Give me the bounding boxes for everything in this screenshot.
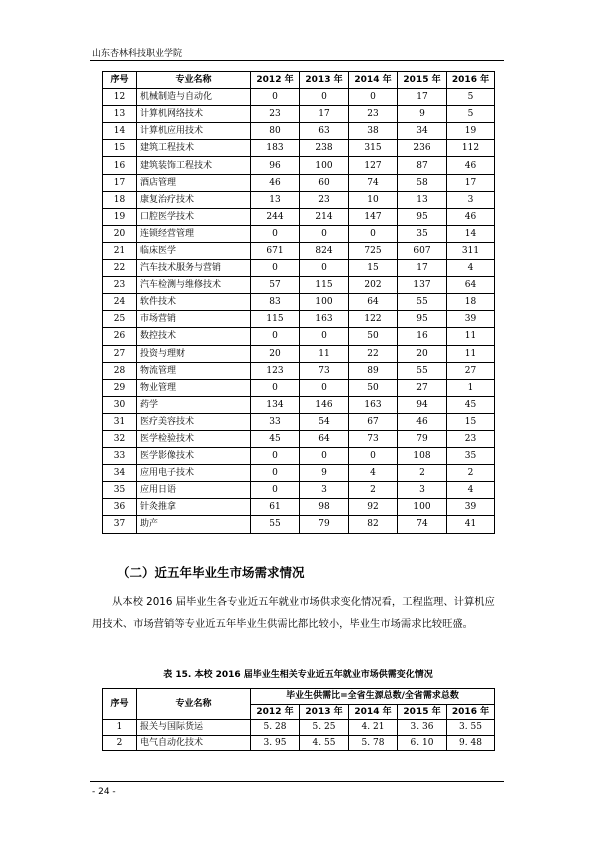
cell-major: 汽车检测与维修技术 [137, 277, 251, 294]
header-major: 专业名称 [137, 72, 251, 89]
table-row [103, 260, 495, 277]
cell-value: 100 [398, 499, 447, 516]
cell-major: 投资与理财 [137, 345, 251, 362]
cell-value: 183 [251, 140, 300, 157]
cell-major: 酒店管理 [137, 174, 251, 191]
header-ratio-group: 毕业生供需比=全省生源总数/全省需求总数 [251, 689, 495, 705]
table-header-row [103, 689, 495, 705]
cell-value: 46 [447, 157, 495, 174]
cell-value: 824 [300, 242, 349, 259]
cell-index: 30 [103, 396, 137, 413]
header-year: 2014 年 [349, 72, 398, 89]
cell-major: 机械制造与自动化 [137, 89, 251, 106]
table-row [103, 345, 495, 362]
cell-major: 应用日语 [137, 482, 251, 499]
table-row [103, 482, 495, 499]
cell-major: 电气自动化技术 [137, 735, 251, 751]
cell-value: 67 [349, 413, 398, 430]
cell-index: 26 [103, 328, 137, 345]
section-heading: （二）近五年毕业生市场需求情况 [117, 565, 305, 580]
cell-value: 115 [251, 311, 300, 328]
cell-value: 2 [398, 465, 447, 482]
cell-value: 45 [447, 396, 495, 413]
cell-index: 37 [103, 516, 137, 533]
cell-value: 0 [300, 328, 349, 345]
header-year: 2014 年 [349, 704, 398, 720]
cell-major: 医学检验技术 [137, 430, 251, 447]
cell-value: 23 [251, 106, 300, 123]
cell-value: 1 [447, 379, 495, 396]
cell-value: 3. 55 [447, 720, 495, 736]
cell-value: 61 [251, 499, 300, 516]
cell-index: 23 [103, 277, 137, 294]
cell-value: 63 [300, 123, 349, 140]
cell-value: 0 [251, 328, 300, 345]
cell-value: 0 [300, 448, 349, 465]
cell-index: 18 [103, 191, 137, 208]
cell-value: 95 [398, 208, 447, 225]
cell-value: 100 [300, 294, 349, 311]
cell-value: 46 [447, 208, 495, 225]
cell-value: 41 [447, 516, 495, 533]
cell-value: 163 [300, 311, 349, 328]
cell-major: 建筑装饰工程技术 [137, 157, 251, 174]
cell-value: 60 [300, 174, 349, 191]
cell-value: 55 [251, 516, 300, 533]
cell-value: 98 [300, 499, 349, 516]
cell-value: 17 [300, 106, 349, 123]
cell-value: 0 [300, 260, 349, 277]
table-row [103, 174, 495, 191]
cell-value: 33 [251, 413, 300, 430]
cell-value: 87 [398, 157, 447, 174]
cell-value: 82 [349, 516, 398, 533]
cell-value: 14 [447, 225, 495, 242]
header-year: 2015 年 [398, 704, 447, 720]
supply-demand-table [102, 688, 495, 751]
header-index: 序号 [103, 72, 137, 89]
cell-value: 35 [447, 448, 495, 465]
cell-value: 34 [398, 123, 447, 140]
cell-value: 23 [349, 106, 398, 123]
cell-index: 33 [103, 448, 137, 465]
header-year: 2012 年 [251, 72, 300, 89]
cell-index: 35 [103, 482, 137, 499]
cell-index: 2 [103, 735, 137, 751]
cell-value: 244 [251, 208, 300, 225]
cell-value: 20 [398, 345, 447, 362]
cell-value: 15 [447, 413, 495, 430]
cell-value: 5 [447, 89, 495, 106]
cell-value: 54 [300, 413, 349, 430]
cell-value: 2 [447, 465, 495, 482]
header-year: 2015 年 [398, 72, 447, 89]
cell-value: 73 [349, 430, 398, 447]
cell-index: 32 [103, 430, 137, 447]
cell-index: 14 [103, 123, 137, 140]
cell-value: 0 [251, 482, 300, 499]
cell-value: 0 [251, 225, 300, 242]
cell-value: 3. 95 [251, 735, 300, 751]
cell-value: 74 [398, 516, 447, 533]
cell-value: 127 [349, 157, 398, 174]
cell-value: 5 [447, 106, 495, 123]
header-year: 2012 年 [251, 704, 300, 720]
cell-value: 3 [300, 482, 349, 499]
cell-value: 20 [251, 345, 300, 362]
cell-value: 0 [300, 379, 349, 396]
cell-value: 46 [398, 413, 447, 430]
cell-value: 0 [349, 225, 398, 242]
cell-index: 16 [103, 157, 137, 174]
cell-value: 115 [300, 277, 349, 294]
cell-value: 214 [300, 208, 349, 225]
cell-major: 医疗美容技术 [137, 413, 251, 430]
footer-rule [90, 781, 504, 782]
page-header: 山东杏林科技职业学院 [92, 49, 183, 59]
major-data-table [102, 71, 495, 534]
cell-value: 2 [349, 482, 398, 499]
table-row [103, 362, 495, 379]
cell-major: 医学影像技术 [137, 448, 251, 465]
cell-value: 89 [349, 362, 398, 379]
cell-major: 物业管理 [137, 379, 251, 396]
cell-major: 药学 [137, 396, 251, 413]
cell-value: 13 [251, 191, 300, 208]
cell-value: 607 [398, 242, 447, 259]
cell-value: 236 [398, 140, 447, 157]
cell-value: 311 [447, 242, 495, 259]
cell-index: 15 [103, 140, 137, 157]
cell-index: 19 [103, 208, 137, 225]
cell-major: 应用电子技术 [137, 465, 251, 482]
cell-value: 137 [398, 277, 447, 294]
cell-value: 80 [251, 123, 300, 140]
table-row [103, 191, 495, 208]
cell-value: 146 [300, 396, 349, 413]
page-number: - 24 - [92, 787, 116, 797]
cell-value: 725 [349, 242, 398, 259]
cell-major: 计算机应用技术 [137, 123, 251, 140]
table-row [103, 413, 495, 430]
cell-value: 100 [300, 157, 349, 174]
cell-major: 建筑工程技术 [137, 140, 251, 157]
cell-value: 17 [398, 89, 447, 106]
cell-major: 临床医学 [137, 242, 251, 259]
cell-value: 23 [447, 430, 495, 447]
cell-index: 17 [103, 174, 137, 191]
table-caption: 表 15. 本校 2016 届毕业生相关专业近五年就业市场供需变化情况 [163, 670, 433, 680]
table-row [103, 735, 495, 751]
cell-value: 315 [349, 140, 398, 157]
header-major: 专业名称 [137, 689, 251, 720]
body-paragraph: 从本校 2016 届毕业生各专业近五年就业市场供求变化情况看，工程监理、计算机应用技术、市场营销等专业近五年毕业生供需比都比较小，毕业生市场需求比较旺盛。 [92, 596, 495, 630]
header-year: 2016 年 [447, 72, 495, 89]
cell-index: 20 [103, 225, 137, 242]
cell-value: 0 [251, 448, 300, 465]
cell-value: 39 [447, 311, 495, 328]
cell-value: 112 [447, 140, 495, 157]
cell-index: 1 [103, 720, 137, 736]
cell-value: 3 [398, 482, 447, 499]
header-index: 序号 [103, 689, 137, 720]
cell-index: 24 [103, 294, 137, 311]
cell-value: 11 [300, 345, 349, 362]
cell-value: 27 [398, 379, 447, 396]
cell-major: 康复治疗技术 [137, 191, 251, 208]
cell-value: 3 [447, 191, 495, 208]
cell-value: 92 [349, 499, 398, 516]
cell-value: 202 [349, 277, 398, 294]
cell-value: 17 [447, 174, 495, 191]
cell-value: 64 [447, 277, 495, 294]
cell-value: 0 [349, 89, 398, 106]
cell-value: 16 [398, 328, 447, 345]
cell-value: 58 [398, 174, 447, 191]
cell-value: 64 [300, 430, 349, 447]
cell-value: 11 [447, 345, 495, 362]
cell-value: 38 [349, 123, 398, 140]
cell-value: 9 [300, 465, 349, 482]
cell-value: 238 [300, 140, 349, 157]
cell-index: 12 [103, 89, 137, 106]
cell-value: 95 [398, 311, 447, 328]
cell-value: 39 [447, 499, 495, 516]
cell-index: 27 [103, 345, 137, 362]
cell-major: 软件技术 [137, 294, 251, 311]
cell-value: 0 [251, 379, 300, 396]
cell-value: 4 [349, 465, 398, 482]
table-row [103, 140, 495, 157]
cell-value: 10 [349, 191, 398, 208]
cell-value: 46 [251, 174, 300, 191]
cell-value: 0 [251, 260, 300, 277]
cell-value: 0 [349, 448, 398, 465]
cell-major: 汽车技术服务与营销 [137, 260, 251, 277]
cell-major: 物流管理 [137, 362, 251, 379]
table-row [103, 465, 495, 482]
cell-value: 123 [251, 362, 300, 379]
cell-value: 5. 78 [349, 735, 398, 751]
table-row [103, 720, 495, 736]
cell-value: 122 [349, 311, 398, 328]
cell-value: 3. 36 [398, 720, 447, 736]
cell-value: 57 [251, 277, 300, 294]
cell-value: 4 [447, 260, 495, 277]
cell-value: 9 [398, 106, 447, 123]
cell-index: 22 [103, 260, 137, 277]
table-row [103, 448, 495, 465]
cell-major: 助产 [137, 516, 251, 533]
header-year: 2016 年 [447, 704, 495, 720]
cell-value: 0 [300, 225, 349, 242]
cell-value: 23 [300, 191, 349, 208]
cell-value: 79 [398, 430, 447, 447]
table-row [103, 311, 495, 328]
cell-value: 18 [447, 294, 495, 311]
cell-value: 50 [349, 379, 398, 396]
table-row [103, 225, 495, 242]
cell-value: 4 [447, 482, 495, 499]
cell-index: 13 [103, 106, 137, 123]
table-row [103, 242, 495, 259]
cell-major: 针灸推拿 [137, 499, 251, 516]
table-row [103, 277, 495, 294]
table-row [103, 516, 495, 533]
cell-value: 17 [398, 260, 447, 277]
table-row [103, 294, 495, 311]
table-row [103, 396, 495, 413]
cell-value: 6. 10 [398, 735, 447, 751]
cell-value: 5. 28 [251, 720, 300, 736]
table-row [103, 208, 495, 225]
cell-value: 94 [398, 396, 447, 413]
cell-value: 0 [251, 89, 300, 106]
cell-value: 96 [251, 157, 300, 174]
table-row [103, 499, 495, 516]
cell-value: 9. 48 [447, 735, 495, 751]
cell-major: 市场营销 [137, 311, 251, 328]
cell-value: 163 [349, 396, 398, 413]
cell-value: 13 [398, 191, 447, 208]
cell-index: 21 [103, 242, 137, 259]
cell-value: 108 [398, 448, 447, 465]
cell-value: 134 [251, 396, 300, 413]
cell-value: 0 [300, 89, 349, 106]
cell-value: 74 [349, 174, 398, 191]
table-row [103, 106, 495, 123]
cell-value: 83 [251, 294, 300, 311]
table-header-row [103, 72, 495, 89]
cell-index: 25 [103, 311, 137, 328]
cell-value: 147 [349, 208, 398, 225]
cell-major: 连锁经营管理 [137, 225, 251, 242]
cell-index: 34 [103, 465, 137, 482]
cell-major: 计算机网络技术 [137, 106, 251, 123]
table-row [103, 379, 495, 396]
cell-major: 数控技术 [137, 328, 251, 345]
cell-value: 45 [251, 430, 300, 447]
cell-value: 50 [349, 328, 398, 345]
cell-value: 35 [398, 225, 447, 242]
cell-index: 29 [103, 379, 137, 396]
cell-value: 0 [251, 465, 300, 482]
cell-value: 27 [447, 362, 495, 379]
table-row [103, 89, 495, 106]
cell-value: 11 [447, 328, 495, 345]
cell-value: 671 [251, 242, 300, 259]
header-year: 2013 年 [300, 704, 349, 720]
cell-value: 79 [300, 516, 349, 533]
cell-value: 55 [398, 294, 447, 311]
cell-value: 15 [349, 260, 398, 277]
cell-value: 22 [349, 345, 398, 362]
table-row [103, 157, 495, 174]
cell-value: 64 [349, 294, 398, 311]
cell-value: 5. 25 [300, 720, 349, 736]
table-row [103, 123, 495, 140]
cell-major: 口腔医学技术 [137, 208, 251, 225]
table-row [103, 430, 495, 447]
header-rule [90, 60, 504, 61]
cell-value: 55 [398, 362, 447, 379]
cell-index: 31 [103, 413, 137, 430]
cell-major: 报关与国际货运 [137, 720, 251, 736]
cell-value: 4. 55 [300, 735, 349, 751]
cell-value: 19 [447, 123, 495, 140]
header-year: 2013 年 [300, 72, 349, 89]
table-row [103, 328, 495, 345]
cell-value: 4. 21 [349, 720, 398, 736]
cell-value: 73 [300, 362, 349, 379]
cell-index: 36 [103, 499, 137, 516]
cell-index: 28 [103, 362, 137, 379]
